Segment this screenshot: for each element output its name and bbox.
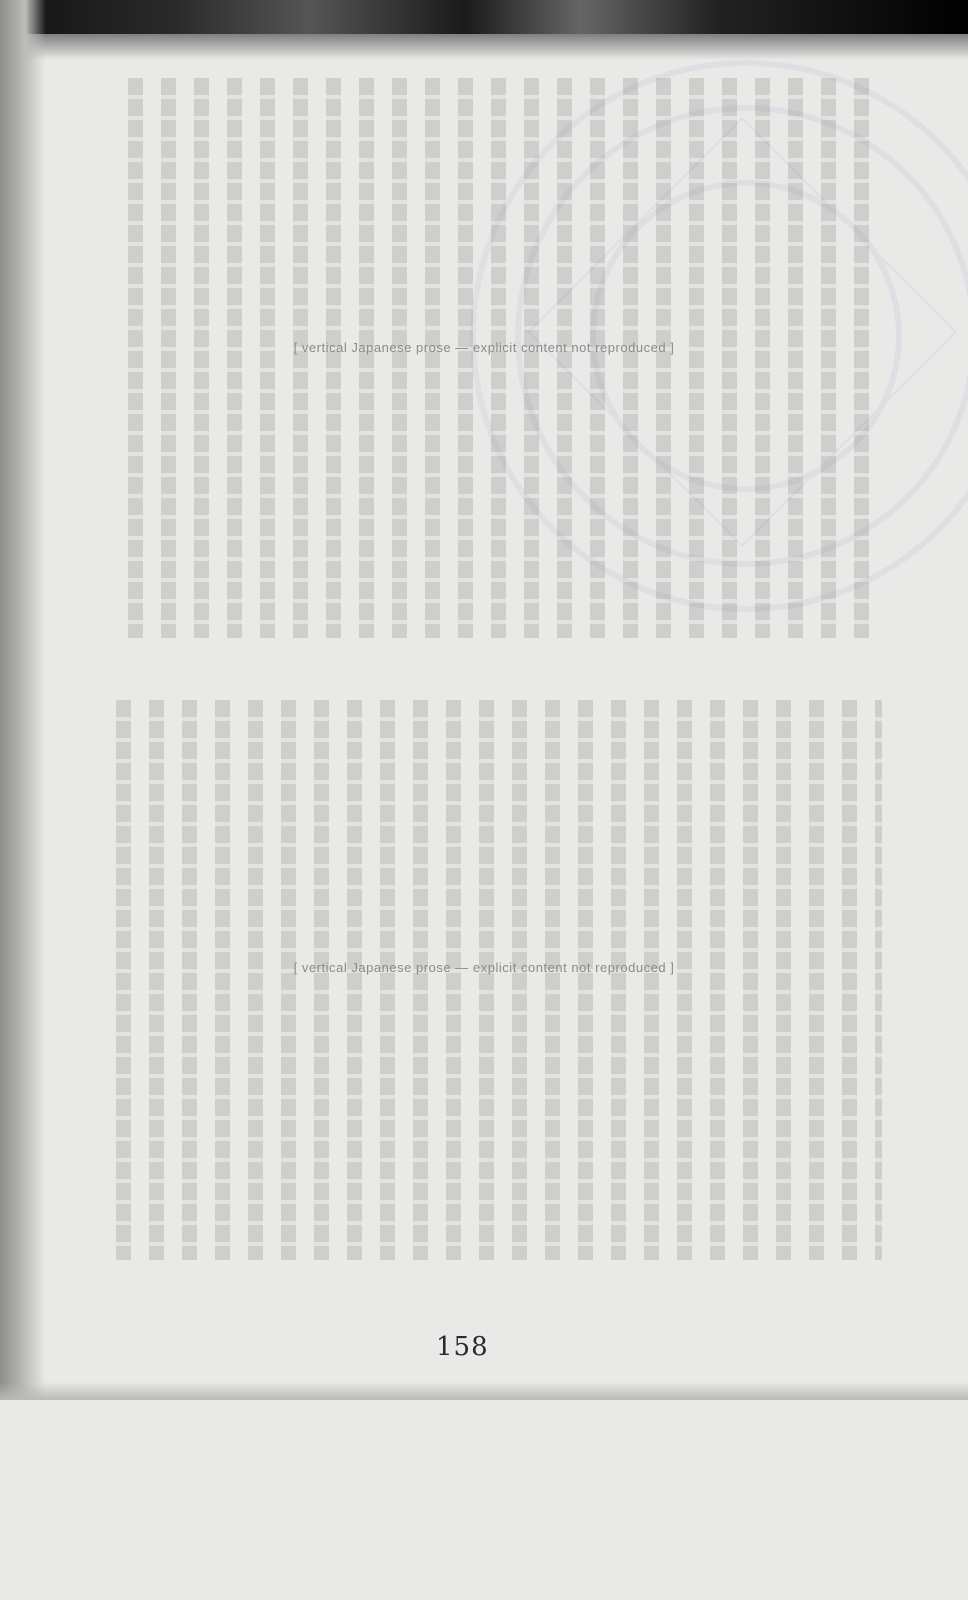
redaction-note: [ vertical Japanese prose — explicit content not reproduced ]	[293, 960, 675, 975]
book-binding-shadow	[0, 0, 46, 1400]
vertical-text-block-lower-redacted	[116, 700, 882, 1260]
redaction-note: [ vertical Japanese prose — explicit content not reproduced ]	[293, 340, 675, 355]
scan-top-photo-strip	[0, 0, 968, 34]
scan-bottom-shadow	[0, 1382, 968, 1400]
vertical-text-block-upper-redacted	[128, 78, 874, 638]
page-number: 158	[436, 1332, 489, 1362]
scan-top-shadow	[0, 34, 968, 60]
